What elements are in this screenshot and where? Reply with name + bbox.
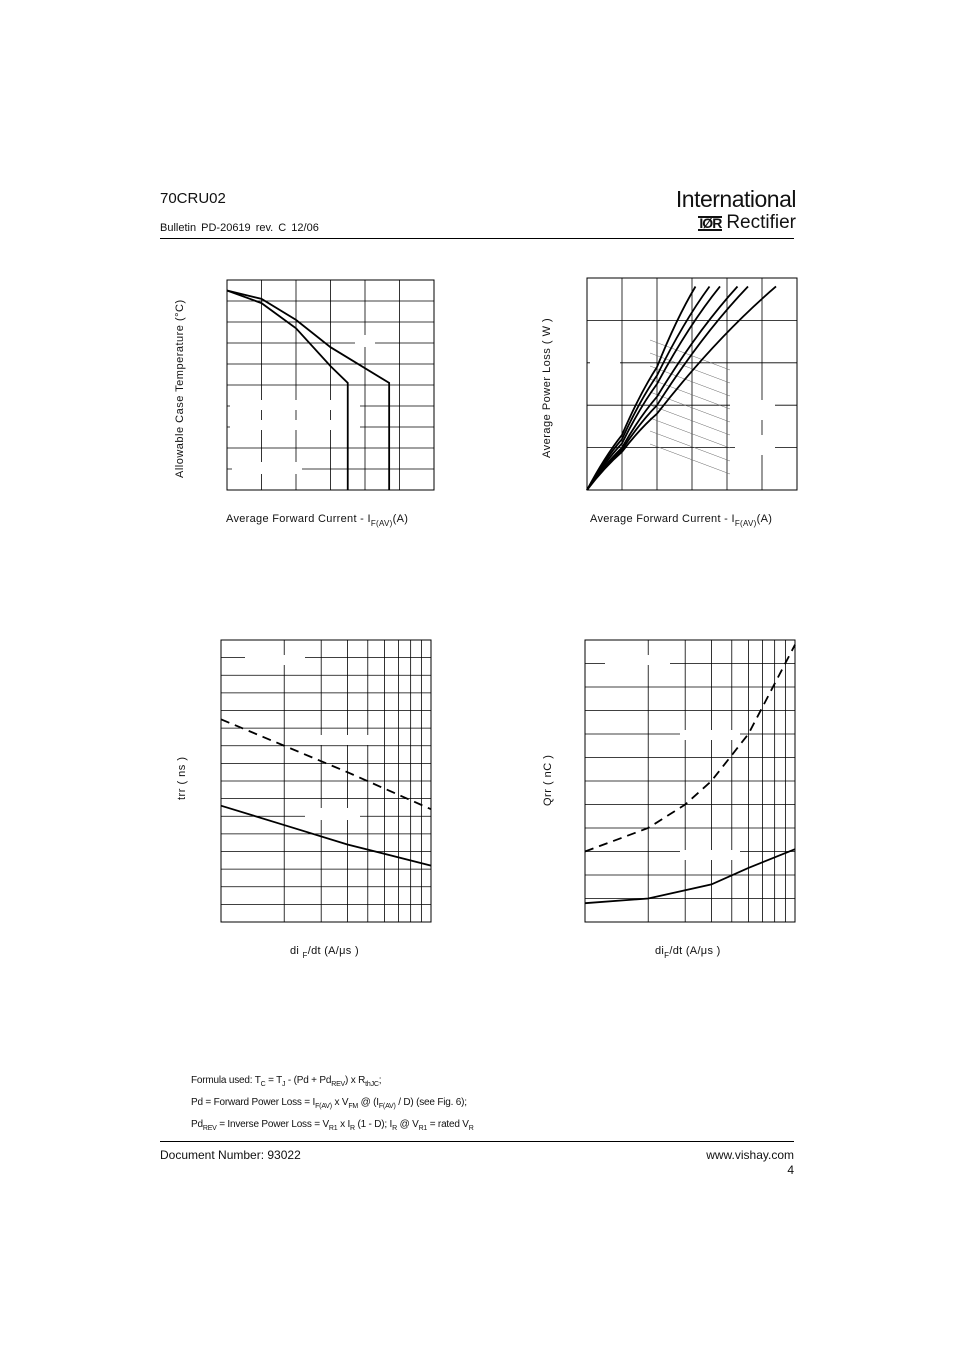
formula-text: - (Pd + Pd — [285, 1075, 332, 1086]
formula-text: @ (I — [358, 1097, 379, 1108]
xlabel-main: Average Forward Current - I — [226, 513, 371, 525]
ylabel-case-temperature: Allowable Case Temperature (°C) — [174, 299, 186, 478]
formula-sub: F(AV) — [315, 1103, 332, 1110]
formula-sub: R — [468, 1125, 474, 1132]
formula-sub: REV — [331, 1081, 346, 1088]
website-link[interactable]: www.vishay.com — [706, 1148, 794, 1162]
formula-sub: R — [392, 1125, 397, 1132]
xlabel-unit: (A) — [756, 513, 773, 525]
xlabel-unit: /dt (A/μs ) — [307, 945, 359, 957]
document-number: Document Number: 93022 — [160, 1148, 301, 1162]
formula-text: Pd — [191, 1119, 203, 1130]
formula-sub: REV — [202, 1125, 217, 1132]
formula-text: Formula used: T — [191, 1075, 261, 1086]
xlabel-sub: F — [664, 951, 670, 960]
formula-text: ) x R — [345, 1075, 366, 1086]
formula-sub: R — [350, 1125, 355, 1132]
formula-text: x I — [337, 1119, 351, 1130]
formula-text: @ V — [397, 1119, 419, 1130]
xlabel-sub: F — [302, 951, 308, 960]
part-number: 70CRU02 — [160, 190, 226, 207]
formula-line-1 — [191, 1072, 474, 1094]
footer-rule — [160, 1141, 794, 1142]
formula-sub: R1 — [418, 1125, 428, 1132]
label-mask — [680, 850, 740, 860]
formula-sub: thJC — [365, 1081, 379, 1088]
bulletin-line: Bulletin PD-20619 rev. C 12/06 — [160, 222, 319, 234]
ylabel-qrr: Qrr ( nC ) — [542, 754, 554, 806]
logo-mark-icon: IØR — [699, 214, 722, 231]
formula-sub: R1 — [328, 1125, 338, 1132]
formula-sub: FM — [348, 1103, 359, 1110]
logo-text-rectifier: Rectifier — [726, 212, 796, 233]
formula-text: = T — [265, 1075, 283, 1086]
logo-text-international: International — [675, 186, 796, 212]
xlabel-main: di — [290, 945, 300, 957]
xlabel-sub: F(AV) — [734, 519, 757, 528]
xlabel-unit: /dt (A/μs ) — [669, 945, 721, 957]
formula-text: = rated V — [427, 1119, 469, 1130]
formula-line-3 — [191, 1116, 474, 1138]
formula-text: (1 - D); I — [354, 1119, 393, 1130]
formula-text: Pd = Forward Power Loss = I — [191, 1097, 316, 1108]
series-line-1 — [585, 645, 795, 852]
formula-line-2 — [191, 1094, 474, 1116]
formula-text: x V — [331, 1097, 349, 1108]
ylabel-trr: trr ( ns ) — [176, 756, 188, 800]
page-number: 4 — [787, 1163, 794, 1177]
formula-text: ; — [378, 1075, 382, 1086]
ylabel-avg-power-loss: Average Power Loss ( W ) — [541, 317, 553, 458]
label-mask — [680, 730, 740, 740]
formula-sub: J — [282, 1081, 286, 1088]
xlabel-main: di — [655, 945, 665, 957]
formula-text: / D) (see Fig. 6); — [395, 1097, 467, 1108]
formula-sub: F(AV) — [378, 1103, 396, 1110]
formula-text: = Inverse Power Loss = V — [216, 1119, 329, 1130]
formula-block — [191, 1072, 474, 1138]
formula-sub: C — [260, 1081, 266, 1088]
xlabel-sub: F(AV) — [370, 519, 393, 528]
xlabel-dif-dt-2 — [655, 945, 721, 960]
xlabel-unit: (A) — [392, 513, 409, 525]
xlabel-main: Average Forward Current - I — [590, 513, 735, 525]
label-mask — [605, 655, 670, 665]
